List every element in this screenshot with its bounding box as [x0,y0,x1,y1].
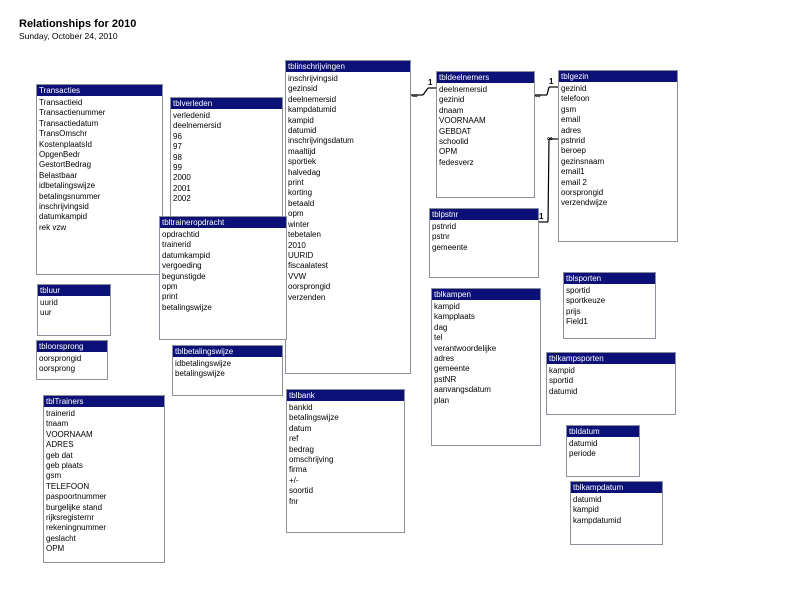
field: gemeente [434,364,470,374]
field: pstnrid [561,136,586,146]
table-tbldeelnemers[interactable] [436,71,535,198]
field: gezinsnaam [561,156,605,166]
field: opm [288,209,304,219]
field: 2010 [288,240,306,250]
field: rek vzw [39,222,67,232]
field: adres [434,354,455,364]
table-tbltrainers[interactable] [43,395,165,563]
field: winter [288,219,310,229]
field: 99 [173,163,182,173]
relationship-pstnr-gezin [538,134,559,222]
field: kampdatumid [288,105,337,115]
field: pstnrid [432,222,457,231]
field: VOORNAAM [46,429,93,439]
field: TransOmschr [39,129,88,139]
table-tblpstnr[interactable] [429,208,539,278]
field: korting [288,188,313,198]
table-tblbetalingswijze[interactable] [172,345,283,396]
field: deelnemersid [173,121,222,131]
field: GEBDAT [439,126,472,136]
field: bankid [289,403,313,412]
field: 2002 [173,194,191,204]
field: Transactiedatum [39,118,99,128]
field: gezinid [439,95,465,105]
field: oorsprong [39,364,76,374]
field: dnaam [439,105,464,115]
field: bedrag [289,444,314,454]
field: uurid [40,298,58,307]
field: Belastbaar [39,170,78,180]
field: datumkampid [162,250,211,260]
field: VVW [288,271,307,281]
field: betalingswijze [175,369,225,379]
table-title: tbldatum [567,426,639,437]
field: 2001 [173,183,191,193]
field: 98 [173,152,182,162]
field: geb plaats [46,461,83,471]
field: OPM [439,147,458,157]
field: oorsprongid [288,282,331,292]
field: halvedag [288,167,321,177]
field: Transactienummer [39,108,106,118]
table-title: Transacties [37,85,162,96]
field: uur [40,308,52,318]
field: opm [162,282,178,292]
table-title: tblbank [287,390,404,401]
many-marker: ∞ [535,91,541,100]
many-marker: ∞ [412,91,418,100]
field: OpgenBedr [39,150,80,160]
field: kampid [573,505,599,515]
field: tebetalen [288,230,321,240]
field: OPM [46,544,65,554]
table-title: tbltraineropdracht [160,217,286,228]
field: betalingsnummer [39,191,101,201]
table-title: tblinschrijvingen [286,61,410,72]
field: betalingswijze [162,302,212,312]
field: verantwoordelijke [434,343,497,353]
field: datum [289,423,312,433]
field: rekeningnummer [46,523,107,533]
field: deelnemersid [288,94,337,104]
table-tblinschrijvingen[interactable] [285,60,411,374]
field: GestortBedrag [39,160,92,170]
table-tblbank[interactable] [286,389,405,533]
table-tblgezin[interactable] [558,70,678,242]
field: oorsprongid [39,354,82,363]
table-title: tblkampsporten [547,353,675,364]
field: gsm [46,471,62,481]
field: datumid [573,495,602,504]
field: sportid [549,376,574,386]
field: oorsprongid [561,188,604,198]
report-date: Sunday, October 24, 2010 [19,31,118,41]
field: betaald [288,198,315,208]
field: datumkampid [39,212,88,222]
table-tbluur[interactable] [37,284,111,336]
field: opdrachtid [162,230,200,239]
table-title: tblbetalingswijze [173,346,282,357]
field: datumid [288,126,317,136]
field: maaltijd [288,146,316,156]
field: pstnr [432,232,450,242]
table-title: tblpstnr [430,209,538,220]
one-marker: 1 [539,212,544,221]
field: rijksregisternr [46,513,95,523]
field: kampid [288,115,314,125]
field: dag [434,322,448,332]
field: fnr [289,496,299,506]
field: sportiek [288,157,317,167]
field: aanvangsdatum [434,385,491,395]
field: ADRES [46,440,74,450]
field: verzendwijze [561,198,608,208]
relationship-inschrijvingen-deelnemers [411,78,437,100]
field: pstNR [434,374,457,384]
field: verzenden [288,292,326,302]
field: kampid [434,302,460,311]
table-transacties[interactable] [36,84,163,275]
table-tblkampen[interactable] [431,288,541,446]
relationship-deelnemers-gezin [534,77,559,100]
table-title: tblkampdatum [571,482,662,493]
field: trainerid [46,409,75,418]
one-marker: 1 [549,77,554,86]
field: kampplaats [434,312,475,322]
field: prijs [566,306,581,316]
field: paspoortnummer [46,492,107,502]
field: soortid [289,486,314,496]
table-tblkampsporten[interactable] [546,352,676,415]
field: plan [434,395,450,405]
table-title: tbldeelnemers [437,72,534,83]
table-tblverleden[interactable] [170,97,283,217]
field: kampdatumid [573,515,622,525]
field: inschrijvingsid [39,202,89,212]
field: deelnemersid [439,85,488,94]
field: TELEFOON [46,481,90,491]
field: idbetalingswijze [175,359,232,368]
field: adres [561,125,582,135]
field: beroep [561,146,586,156]
table-tbldatum[interactable] [566,425,640,477]
table-title: tbluur [38,285,110,296]
field: datumid [549,386,578,396]
one-marker: 1 [428,78,433,87]
field: schoolid [439,137,469,147]
field: tel [434,333,443,343]
field: Field1 [566,317,588,327]
field: gemeente [432,242,468,252]
field: email1 [561,167,585,177]
table-title: tblverleden [171,98,282,109]
field: betalingswijze [289,413,339,423]
field: vergoeding [162,261,202,271]
field: VOORNAAM [439,116,486,126]
report-title: Relationships for 2010 [19,18,137,30]
field: geb dat [46,450,73,460]
field: verledenid [173,111,210,120]
field: telefoon [561,94,590,104]
field: KostenplaatsId [39,139,92,149]
table-title: tblsporten [564,273,655,284]
field: begunstigde [162,271,206,281]
field: ref [289,434,299,444]
field: idbetalingswijze [39,181,96,191]
field: tnaam [46,419,69,429]
field: print [162,292,178,302]
field: Transactieid [39,98,83,107]
field: inschrijvingsdatum [288,136,354,146]
field: gsm [561,104,577,114]
field: trainerid [162,240,191,250]
field: periode [569,449,596,459]
field: inschrijvingsid [288,74,338,83]
table-tbltraineropdracht[interactable] [159,216,287,340]
field: kampid [549,366,575,375]
field: email 2 [561,177,587,187]
table-tblsporten[interactable] [563,272,656,339]
field: burgelijke stand [46,502,103,512]
table-title: tblkampen [432,289,540,300]
table-title: tbloorsprong [37,341,107,352]
field: 97 [173,142,182,152]
table-title: tblTrainers [44,396,164,407]
field: omschrijving [289,455,334,465]
field: 2000 [173,173,191,183]
table-tbloorsprong[interactable] [36,340,108,380]
many-marker: ∞ [547,134,553,143]
table-tblkampdatum[interactable] [570,481,663,545]
field: sportkeuze [566,296,606,306]
field: gezinid [561,84,587,93]
field: 96 [173,131,182,141]
field: geslacht [46,533,76,543]
table-title: tblgezin [559,71,677,82]
field: sportid [566,286,591,295]
field: print [288,178,304,188]
field: fiscaalatest [288,261,329,271]
field: datumid [569,439,598,448]
field: email [561,115,581,125]
field: +/- [289,475,299,485]
field: gezinsid [288,84,318,94]
field: fedesverz [439,157,474,167]
field: UURID [288,250,314,260]
field: firma [289,465,307,475]
